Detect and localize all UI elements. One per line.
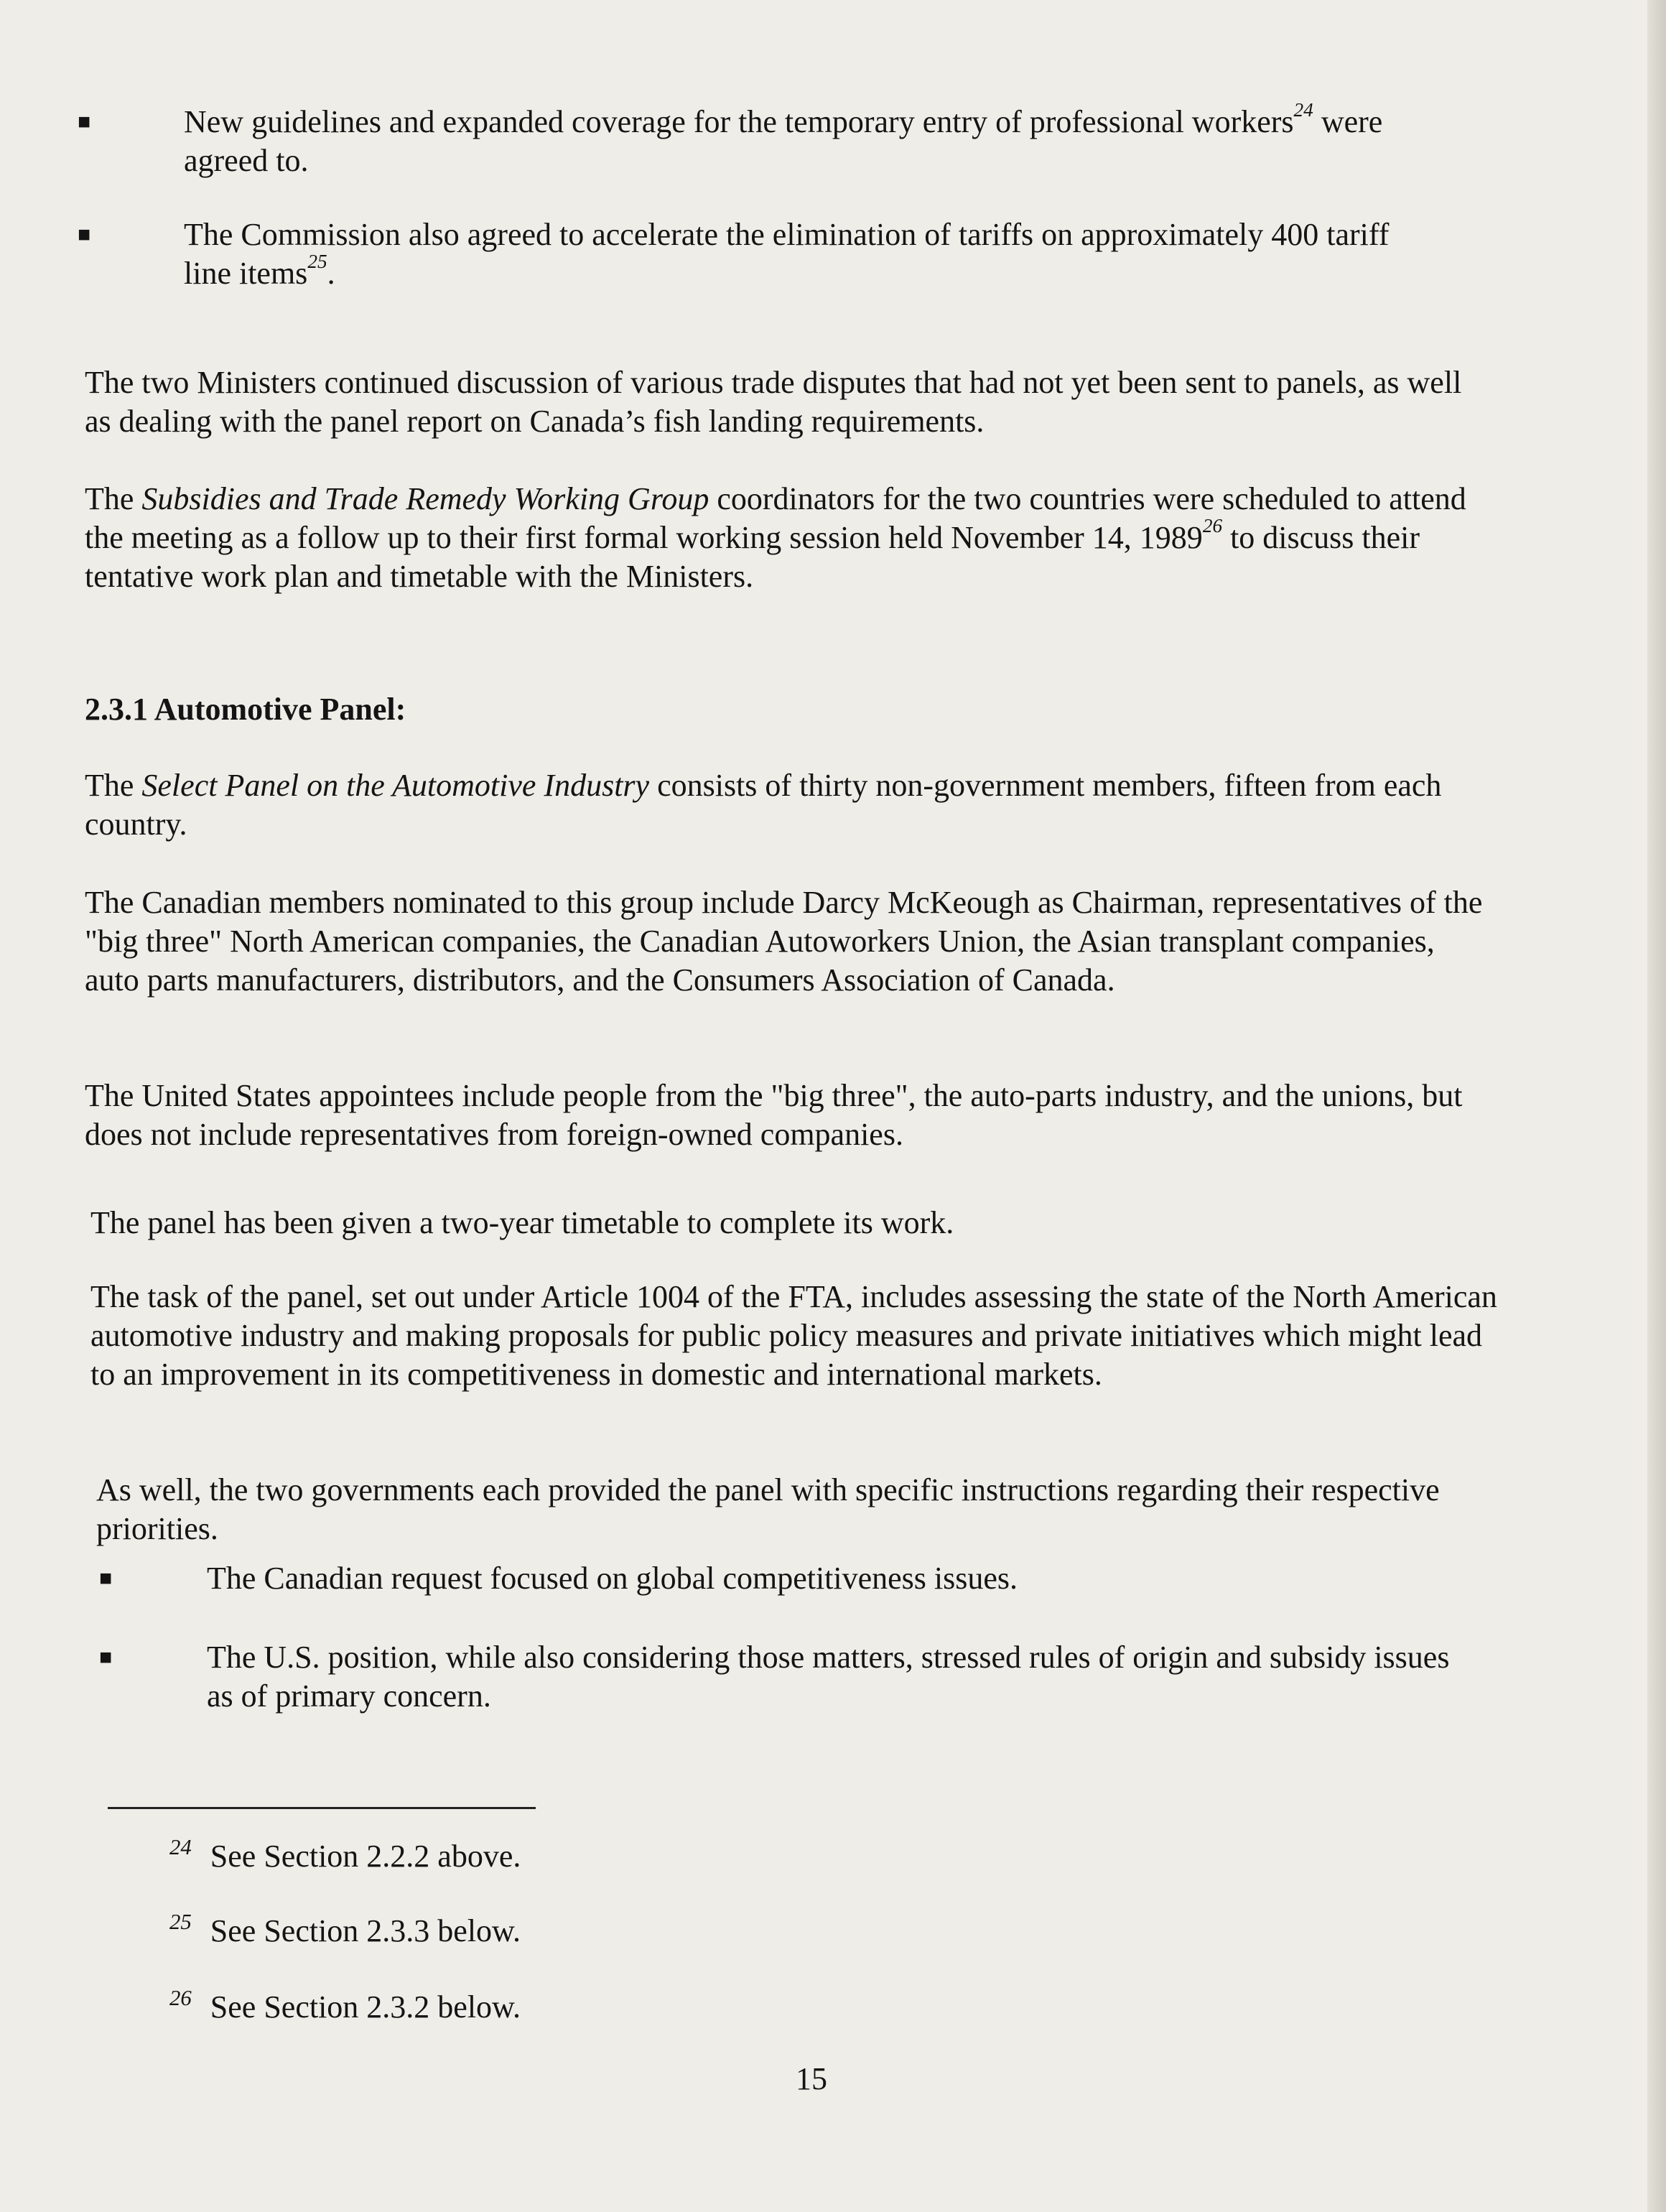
footnote-number: 26 (169, 1986, 192, 2011)
bullet-text: New guidelines and expanded coverage for the temporary entry of professional workers$^{24}$ were agreed to. (184, 99, 1383, 178)
section-heading: 2.3.1 Automotive Panel: (85, 692, 406, 727)
footnote-24 (169, 1837, 521, 1876)
footnote-ref: 24 (1293, 99, 1313, 121)
bullet-item-2 (78, 215, 1399, 293)
footnote-number: 24 (169, 1835, 192, 1860)
paragraph-subsidies-working-group: The Subsidies and Trade Remedy Working Group coordinators for the two countries were scheduled to attend the meeting as a follow up to their first formal working session held November 14, 1989$^{26}$ to discuss their tentative work plan and timetable with the Ministers. (85, 481, 1466, 594)
page-edge (1647, 0, 1666, 2212)
paragraph-trade-disputes: The two Ministers continued discussion of various trade disputes that had not yet been sent to panels, as well as dealing with the panel report on Canada’s fish landing requirements. (85, 365, 1462, 439)
bullet-text: The Commission also agreed to accelerate the elimination of tariffs on approximately 400 tariff line items$^{25}$. (184, 217, 1390, 291)
bullet-item-4 (99, 1638, 1463, 1716)
paragraph-select-panel: The Select Panel on the Automotive Industry consists of thirty non-government members, fifteen from each country. (85, 768, 1442, 842)
footnote-separator (108, 1807, 536, 1809)
paragraph-panel-task: The task of the panel, set out under Article 1004 of the FTA, includes assessing the state of the North American automotive industry and making proposals for public policy measures and private initiatives which might lead to an improvement in its competitiveness in domestic and international markets. (90, 1279, 1497, 1392)
bullet-marker: ■ (78, 223, 91, 246)
footnote-text: See Section 2.3.3 below. (210, 1913, 521, 1948)
footnote-25 (169, 1912, 521, 1951)
page-number: 15 (796, 2061, 827, 2096)
footnote-26 (169, 1988, 521, 2027)
footnote-text: See Section 2.3.2 below. (210, 1989, 521, 2025)
panel-name: Select Panel on the Automotive Industry (141, 768, 650, 803)
paragraph-canadian-members: The Canadian members nominated to this group include Darcy McKeough as Chairman, representatives of the "big three" North American companies, the Canadian Autoworkers Union, the Asian transplant companies, auto parts manufacturers, distributors, and the Consumers Association of Canada. (85, 885, 1483, 998)
paragraph-timetable: The panel has been given a two-year timetable to complete its work. (90, 1205, 954, 1240)
bullet-item-3 (99, 1559, 1463, 1598)
bullet-marker: ■ (78, 110, 91, 134)
working-group-name: Subsidies and Trade Remedy Working Group (141, 481, 709, 516)
footnote-ref: 26 (1202, 515, 1223, 537)
bullet-item-1 (78, 99, 1399, 180)
bullet-marker: ■ (99, 1645, 113, 1669)
footnote-number: 25 (169, 1910, 192, 1935)
paragraph-instructions: As well, the two governments each provided the panel with specific instructions regarding their respective priorities. (96, 1472, 1440, 1546)
footnote-ref: 25 (307, 251, 327, 273)
bullet-marker: ■ (99, 1566, 113, 1590)
footnote-text: See Section 2.2.2 above. (210, 1839, 521, 1874)
bullet-text: The U.S. position, while also considering those matters, stressed rules of origin and subsidy issues as of primary concern. (207, 1640, 1450, 1714)
bullet-text: The Canadian request focused on global competitiveness issues. (207, 1561, 1018, 1596)
paragraph-us-appointees: The United States appointees include people from the "big three", the auto-parts industry, and the unions, but does not include representatives from foreign-owned companies. (85, 1078, 1463, 1152)
